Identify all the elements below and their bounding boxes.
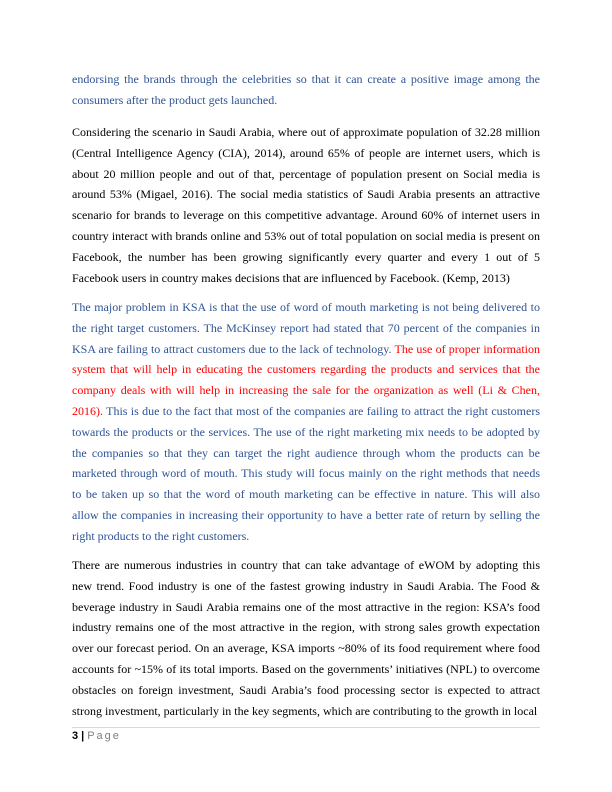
paragraph-text-blue: This is due to the fact that most of the companies are failing to attract the right customers towards the products or the services. The use of the right marketing mix needs to be adopted by the companies so that they can target the right audience through whom the products can be marketed through word of mouth. This study will focus mainly on the right methods that needs to be taken up so that the word of mouth marketing can be effective in nature. This will also allow the companies in increasing their opportunity to have a better rate of return by selling the right products to the right customers.	[72, 403, 540, 543]
paragraph-saudi-social-media	[72, 122, 540, 288]
paragraph-text-red: The use of proper information system that will help in educating the customers regarding the products and services that the company deals with will help in increasing the sale for the organization as well (Li & Chen, 2016).	[72, 341, 540, 418]
page-footer	[72, 729, 121, 743]
paragraph-celebrity-endorsement	[72, 69, 540, 111]
footer-divider	[72, 727, 540, 728]
paragraph-text: Considering the scenario in Saudi Arabia, where out of approximate population of 32.28 million (Central Intelligence Agency (CIA), 2014), around 65% of people are internet users, which is about 20 million people and out of that, percentage of population present on Social media is around 53% (Migael, 2016). The social media statistics of Saudi Arabia presents an attractive scenario for brands to leverage on this competitive advantage. Around 60% of internet users in country interact with brands online and 53% out of total population on social media is present on Facebook, the number has been growing significantly every quarter and every 1 out of 5 Facebook users in country makes decisions that are influenced by Facebook. (Kemp, 2013)	[72, 125, 540, 285]
paragraph-text: There are numerous industries in country that can take advantage of eWOM by adopting this new trend. Food industry is one of the fastest growing industry in Saudi Arabia. The Food & beverage industry in Saudi Arabia remains one of the most attractive in the region: KSA’s food industry remains one of the most attractive in the region, with strong sales growth expectation over our forecast period. On an average, KSA imports ~80% of its food requirement where food accounts for ~15% of its total imports. Based on the governments’ initiatives (NPL) to overcome obstacles on foreign investment, Saudi Arabia’s food processing sector is expected to attract strong investment, particularly in the key segments, which are contributing to the growth in local	[72, 558, 540, 718]
paragraph-ksa-problem	[72, 297, 540, 547]
paragraph-food-industry	[72, 555, 540, 721]
page-number: 3	[72, 730, 79, 742]
page-label: Page	[87, 730, 121, 742]
paragraph-text-blue: The major problem in KSA is that the use of word of mouth marketing is not being delivered to the right target customers. The McKinsey report had stated that 70 percent of the companies in KSA are failing to attract customers due to the lack of technology.	[72, 300, 540, 356]
paragraph-text: endorsing the brands through the celebrities so that it can create a positive image among the consumers after the product gets launched.	[72, 72, 540, 107]
footer-separator: |	[81, 730, 85, 742]
